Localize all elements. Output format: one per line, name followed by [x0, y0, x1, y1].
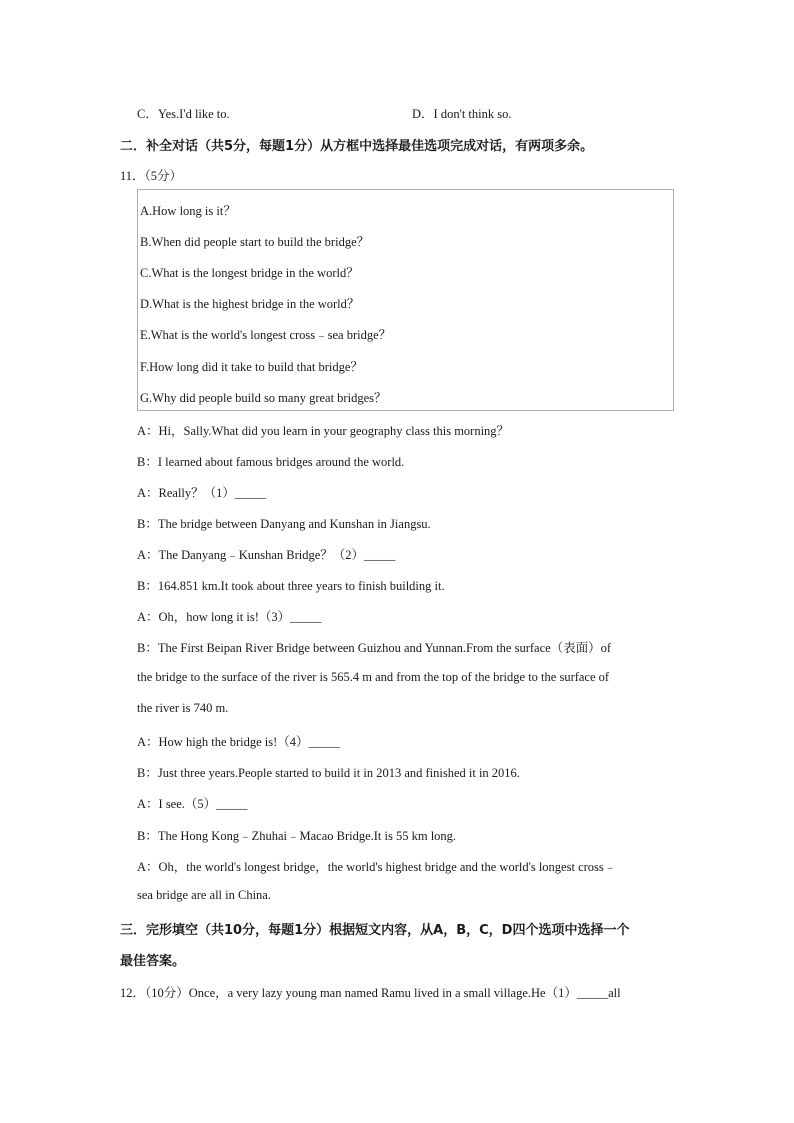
box-option-e: E.What is the world's longest cross﹣sea bridge？	[140, 328, 392, 342]
option-c: C．Yes.I'd like to.	[137, 107, 230, 121]
dialogue-line: B：The First Beipan River Bridge between Guizhou and Yunnan.From the surface（表面）of	[137, 641, 612, 655]
section-3-title-continued: 最佳答案。	[120, 954, 186, 969]
dialogue-line: B：The Hong Kong﹣Zhuhai﹣Macao Bridge.It is 55 km long.	[137, 829, 457, 843]
box-option-a: A.How long is it？	[140, 204, 236, 218]
dialogue-line: A：The Danyang﹣Kunshan Bridge？（2）_____	[137, 548, 396, 562]
dialogue-line: B：The bridge between Danyang and Kunshan in Jiangsu.	[137, 517, 431, 531]
dialogue-line: A：I see.（5）_____	[137, 797, 248, 811]
box-option-g: G.Why did people build so many great bridges？	[140, 391, 387, 405]
section-3-title: 三．完形填空（共10分，每题1分）根据短文内容，从A，B，C，D四个选项中选择一个	[120, 923, 630, 938]
box-option-f: F.How long did it take to build that bridge？	[140, 360, 363, 374]
dialogue-line: B：I learned about famous bridges around the world.	[137, 455, 405, 469]
question-12-line: 12．（10分）Once，a very lazy young man named Ramu lived in a small village.He（1）_____all	[120, 986, 621, 1000]
dialogue-line: A：Really？（1）_____	[137, 486, 267, 500]
option-d: D．I don't think so.	[412, 107, 512, 121]
dialogue-line: the bridge to the surface of the river is 565.4 m and from the top of the bridge to the surface of	[137, 670, 610, 684]
dialogue-line: A：How high the bridge is!（4）_____	[137, 735, 340, 749]
section-2-title: 二．补全对话（共5分，每题1分）从方框中选择最佳选项完成对话，有两项多余。	[120, 139, 594, 154]
dialogue-line: B：164.851 km.It took about three years to finish building it.	[137, 579, 445, 593]
box-option-c: C.What is the longest bridge in the world？	[140, 266, 359, 280]
dialogue-line: A：Oh，how long it is!（3）_____	[137, 610, 322, 624]
question-11-number: 11．（5分）	[120, 169, 183, 183]
dialogue-line: A：Oh，the world's longest bridge，the world's highest bridge and the world's longest cross﹣	[137, 860, 617, 874]
box-option-b: B.When did people start to build the bridge？	[140, 235, 370, 249]
dialogue-line: the river is 740 m.	[137, 701, 229, 715]
dialogue-line: sea bridge are all in China.	[137, 888, 271, 902]
options-box	[137, 189, 674, 411]
dialogue-line: B：Just three years.People started to build it in 2013 and finished it in 2016.	[137, 766, 520, 780]
dialogue-line: A：Hi，Sally.What did you learn in your geography class this morning？	[137, 424, 510, 438]
box-option-d: D.What is the highest bridge in the world？	[140, 297, 360, 311]
